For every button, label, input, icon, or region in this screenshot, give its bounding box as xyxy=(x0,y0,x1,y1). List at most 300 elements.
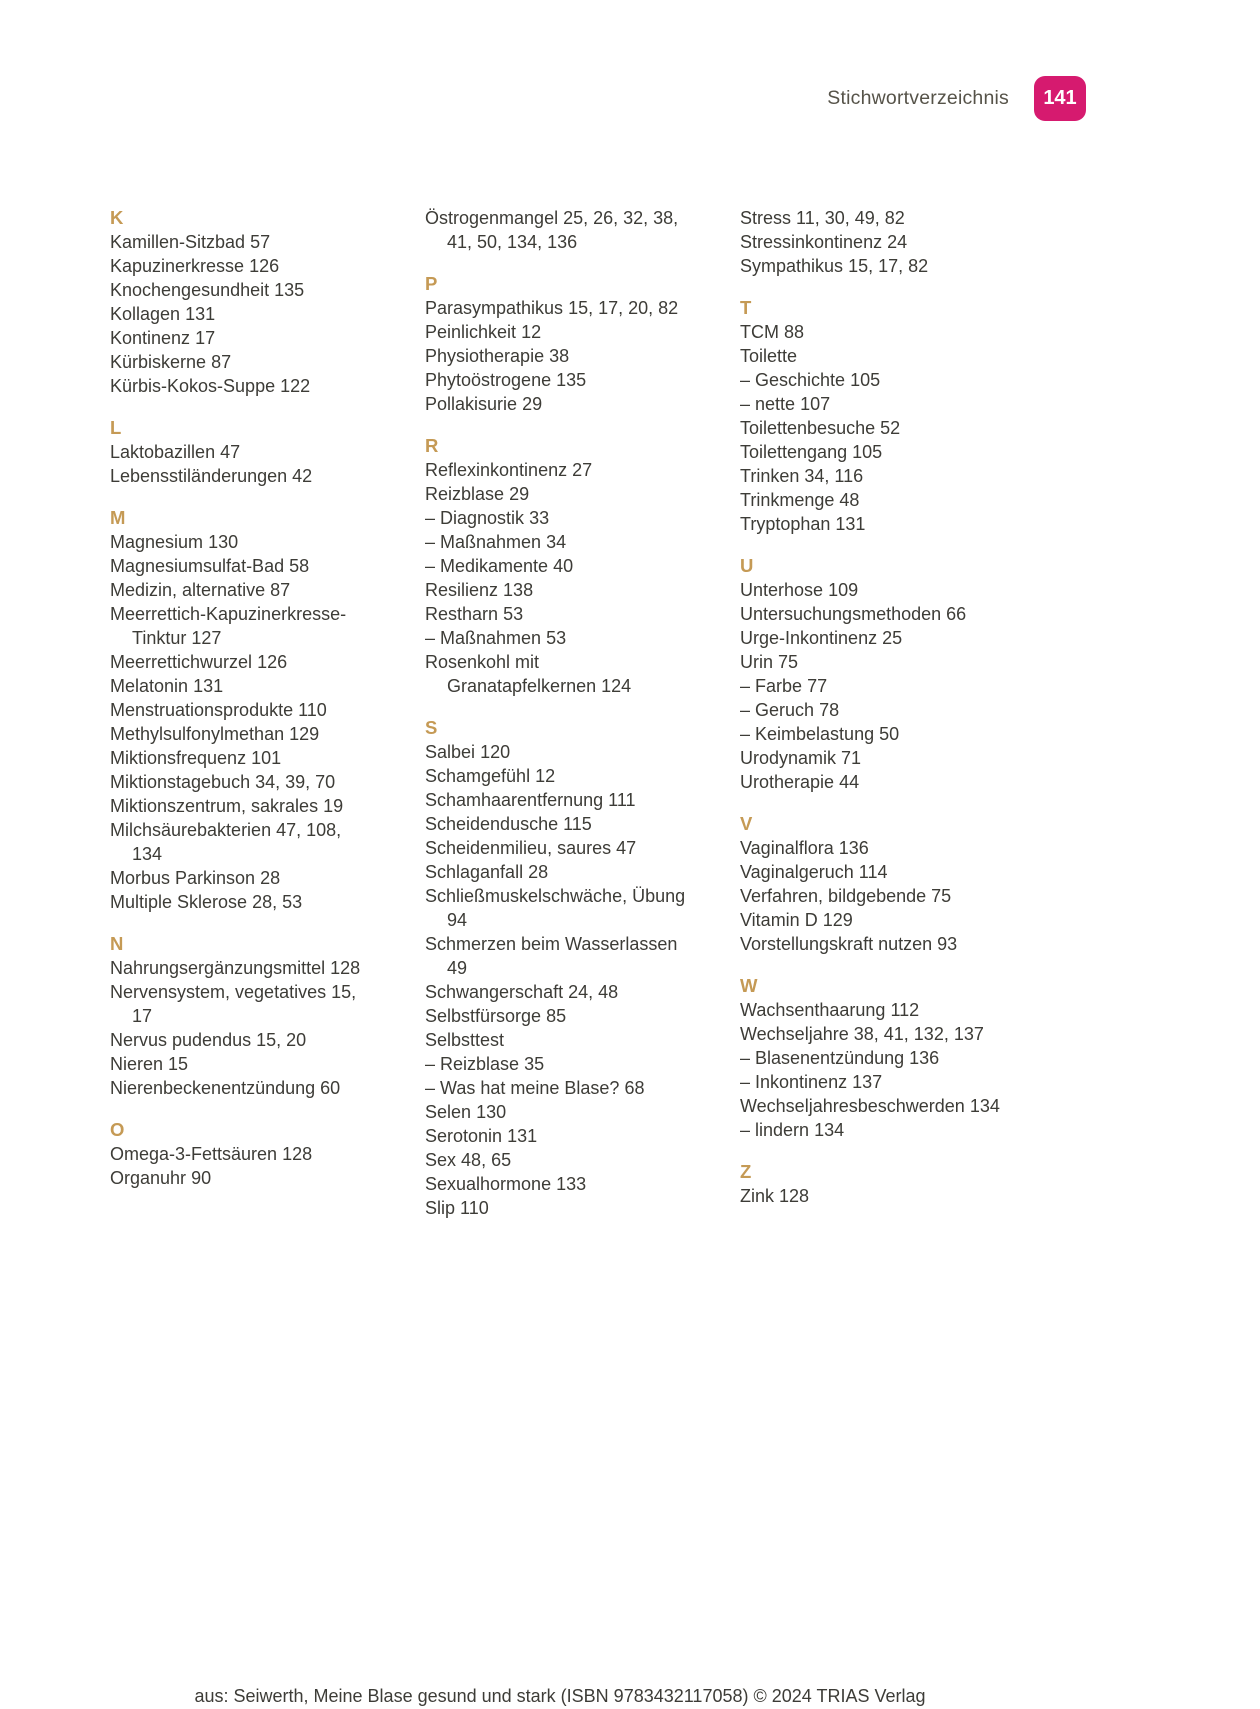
entry-term: Phytoöstrogene xyxy=(425,370,552,390)
index-entry xyxy=(740,416,1005,440)
index-entry xyxy=(110,1166,375,1190)
entry-pages: 44 xyxy=(839,772,860,792)
entry-pages: 126 xyxy=(257,652,288,672)
index-section-p xyxy=(425,272,690,416)
entry-pages: 127 xyxy=(191,628,222,648)
entry-term: Miktionstagebuch xyxy=(110,772,251,792)
entry-pages: 115 xyxy=(563,814,592,834)
index-entry xyxy=(110,530,375,554)
entry-pages: 75 xyxy=(931,886,952,906)
entry-pages: 107 xyxy=(800,394,831,414)
entry-pages: 87 xyxy=(270,580,291,600)
index-entry xyxy=(110,770,375,794)
index-column-2 xyxy=(425,206,690,1220)
index-entry xyxy=(425,206,690,254)
entry-pages: 11, 30, 49, 82 xyxy=(796,208,905,228)
entry-term: Methylsulfonylmethan xyxy=(110,724,285,744)
section-letter: Z xyxy=(740,1161,752,1182)
index-section-u xyxy=(740,554,1005,794)
entry-pages: 120 xyxy=(480,742,511,762)
entry-term: – nette xyxy=(740,394,796,414)
index-entry xyxy=(740,464,1005,488)
entry-pages: 71 xyxy=(841,748,862,768)
entry-term: Magnesium xyxy=(110,532,204,552)
index-entry xyxy=(740,908,1005,932)
entry-pages: 105 xyxy=(850,370,881,390)
entry-pages: 128 xyxy=(330,958,361,978)
entry-term: Lebensstiländerungen xyxy=(110,466,288,486)
section-letter: M xyxy=(110,507,126,528)
entry-pages: 131 xyxy=(185,304,216,324)
entry-term: Resilienz xyxy=(425,580,499,600)
index-entry xyxy=(425,1052,690,1076)
entry-term: Östrogenmangel xyxy=(425,208,559,228)
index-entry xyxy=(425,554,690,578)
entry-term: Vaginalflora xyxy=(740,838,834,858)
entry-term: Meerrettichwurzel xyxy=(110,652,253,672)
entry-term: Medizin, alternative xyxy=(110,580,266,600)
index-entry xyxy=(425,1004,690,1028)
index-entry xyxy=(425,602,690,626)
entry-term: Kürbis-Kokos-Suppe xyxy=(110,376,276,396)
entry-pages: 25 xyxy=(882,628,903,648)
entry-pages: 137 xyxy=(852,1072,883,1092)
index-entry xyxy=(740,746,1005,770)
entry-term: Toilette xyxy=(740,346,798,366)
index-entry xyxy=(425,1076,690,1100)
entry-pages: 78 xyxy=(819,700,840,720)
entry-pages: 111 xyxy=(608,790,636,810)
entry-pages: 47 xyxy=(616,838,637,858)
entry-term: Restharn xyxy=(425,604,499,624)
entry-term: Menstruationsprodukte xyxy=(110,700,294,720)
entry-pages: 94 xyxy=(447,910,468,930)
index-entry xyxy=(740,1022,1005,1046)
index-entry xyxy=(110,602,375,650)
index-entry xyxy=(740,320,1005,344)
entry-term: Vorstellungskraft nutzen xyxy=(740,934,933,954)
index-entry xyxy=(425,932,690,980)
entry-term: – Inkontinenz xyxy=(740,1072,848,1092)
entry-term: Untersuchungsmethoden xyxy=(740,604,942,624)
index-columns xyxy=(110,206,1005,1220)
entry-term: Nervus pudendus xyxy=(110,1030,252,1050)
index-entry xyxy=(425,1028,690,1052)
index-entry xyxy=(110,980,375,1028)
entry-pages: 53 xyxy=(503,604,524,624)
index-entry xyxy=(110,1142,375,1166)
index-entry xyxy=(110,230,375,254)
entry-term: Kollagen xyxy=(110,304,181,324)
entry-pages: 114 xyxy=(858,862,888,882)
entry-term: Scheidendusche xyxy=(425,814,559,834)
entry-pages: 15, 17 xyxy=(132,982,357,1026)
index-entry xyxy=(740,722,1005,746)
entry-term: Stress xyxy=(740,208,792,228)
entry-term: Serotonin xyxy=(425,1126,503,1146)
entry-term: Parasympathikus xyxy=(425,298,564,318)
entry-pages: 15 xyxy=(168,1054,189,1074)
entry-pages: 33 xyxy=(529,508,550,528)
entry-term: Trinken xyxy=(740,466,800,486)
page-title: Stichwortverzeichnis xyxy=(827,87,1009,109)
entry-pages: 24 xyxy=(887,232,908,252)
page-number-badge: 141 xyxy=(1034,76,1086,121)
section-letter: T xyxy=(740,297,752,318)
entry-term: Wechseljahre xyxy=(740,1024,849,1044)
index-entry xyxy=(740,254,1005,278)
index-section-m xyxy=(110,506,375,914)
index-entry xyxy=(110,554,375,578)
entry-pages: 42 xyxy=(292,466,313,486)
index-entry xyxy=(740,392,1005,416)
entry-pages: 50 xyxy=(879,724,900,744)
index-section-r xyxy=(425,434,690,698)
entry-term: Stressinkontinenz xyxy=(740,232,883,252)
index-entry xyxy=(425,1148,690,1172)
index-entry xyxy=(110,302,375,326)
entry-term: Slip xyxy=(425,1198,456,1218)
section-letter: W xyxy=(740,975,758,996)
entry-term: Magnesiumsulfat-Bad xyxy=(110,556,285,576)
entry-pages: 35 xyxy=(524,1054,545,1074)
section-letter: K xyxy=(110,207,124,228)
entry-term: Scheidenmilieu, saures xyxy=(425,838,612,858)
index-entry xyxy=(425,392,690,416)
entry-term: Nieren xyxy=(110,1054,164,1074)
entry-term: Schmerzen beim Wasserlassen xyxy=(425,934,678,954)
entry-term: Pollakisurie xyxy=(425,394,518,414)
entry-pages: 128 xyxy=(282,1144,313,1164)
entry-term: Zink xyxy=(740,1186,775,1206)
entry-term: Selen xyxy=(425,1102,472,1122)
entry-term: Peinlichkeit xyxy=(425,322,517,342)
entry-term: Vitamin D xyxy=(740,910,818,930)
entry-term: – Was hat meine Blase? xyxy=(425,1078,620,1098)
entry-term: Wachsenthaarung xyxy=(740,1000,886,1020)
entry-term: Wechseljahresbeschwerden xyxy=(740,1096,965,1116)
page-header xyxy=(0,76,1086,121)
index-entry xyxy=(740,440,1005,464)
index-entry xyxy=(425,506,690,530)
index-entry xyxy=(110,956,375,980)
entry-pages: 29 xyxy=(509,484,530,504)
entry-term: Kürbiskerne xyxy=(110,352,207,372)
index-entry xyxy=(425,1100,690,1124)
entry-pages: 12 xyxy=(521,322,542,342)
index-entry xyxy=(740,1070,1005,1094)
index-entry xyxy=(740,344,1005,368)
entry-term: Miktionsfrequenz xyxy=(110,748,247,768)
section-letter: P xyxy=(425,273,438,294)
entry-pages: 38, 41, 132, 137 xyxy=(853,1024,984,1044)
entry-term: Urotherapie xyxy=(740,772,835,792)
entry-pages: 15, 17, 82 xyxy=(848,256,929,276)
index-entry xyxy=(740,1094,1005,1118)
index-entry xyxy=(425,836,690,860)
index-column-3 xyxy=(740,206,1005,1208)
index-entry xyxy=(425,740,690,764)
index-section-n xyxy=(110,932,375,1100)
entry-pages: 109 xyxy=(828,580,859,600)
entry-pages: 134 xyxy=(969,1096,1000,1116)
index-entry xyxy=(110,278,375,302)
entry-term: Nierenbeckenentzündung xyxy=(110,1078,316,1098)
section-letter: V xyxy=(740,813,753,834)
index-entry xyxy=(110,1076,375,1100)
index-entry xyxy=(110,746,375,770)
entry-term: Schwangerschaft xyxy=(425,982,564,1002)
entry-term: – Geruch xyxy=(740,700,815,720)
entry-term: Melatonin xyxy=(110,676,189,696)
index-entry xyxy=(110,254,375,278)
entry-term: Sympathikus xyxy=(740,256,844,276)
index-entry xyxy=(740,770,1005,794)
index-entry xyxy=(110,350,375,374)
entry-pages: 131 xyxy=(835,514,866,534)
index-entry xyxy=(425,296,690,320)
index-entry xyxy=(110,722,375,746)
entry-pages: 77 xyxy=(807,676,828,696)
index-section-v xyxy=(740,812,1005,956)
index-entry xyxy=(425,764,690,788)
index-entry xyxy=(740,998,1005,1022)
entry-term: Rosenkohl mit Granatapfelkernen xyxy=(425,652,597,696)
entry-term: – Medikamente xyxy=(425,556,549,576)
entry-term: Kapuzinerkresse xyxy=(110,256,245,276)
entry-pages: 58 xyxy=(289,556,310,576)
entry-term: Schließmuskelschwäche, Übung xyxy=(425,886,686,906)
index-entry xyxy=(110,674,375,698)
index-entry xyxy=(110,326,375,350)
entry-pages: 129 xyxy=(289,724,320,744)
entry-pages: 122 xyxy=(280,376,311,396)
index-entry xyxy=(110,794,375,818)
index-entry xyxy=(110,698,375,722)
index-entry xyxy=(740,578,1005,602)
entry-pages: 15, 17, 20, 82 xyxy=(568,298,679,318)
index-entry xyxy=(110,1028,375,1052)
entry-pages: 90 xyxy=(191,1168,212,1188)
index-entry xyxy=(425,320,690,344)
index-section-continued xyxy=(425,206,690,254)
entry-pages: 75 xyxy=(778,652,799,672)
index-entry xyxy=(425,578,690,602)
entry-term: Morbus Parkinson xyxy=(110,868,256,888)
entry-pages: 87 xyxy=(211,352,232,372)
index-entry xyxy=(740,932,1005,956)
entry-term: Tryptophan xyxy=(740,514,831,534)
entry-pages: 110 xyxy=(460,1198,489,1218)
entry-term: Meerrettich-Kapuzinerkresse-Tinktur xyxy=(110,604,347,648)
entry-pages: 93 xyxy=(937,934,958,954)
entry-pages: 28, 53 xyxy=(252,892,303,912)
entry-term: – Maßnahmen xyxy=(425,532,542,552)
index-entry xyxy=(425,344,690,368)
entry-term: Reizblase xyxy=(425,484,505,504)
index-section-o xyxy=(110,1118,375,1190)
entry-term: Sex xyxy=(425,1150,457,1170)
index-entry xyxy=(740,368,1005,392)
index-entry xyxy=(425,884,690,932)
index-entry xyxy=(110,890,375,914)
entry-pages: 47 xyxy=(220,442,241,462)
entry-pages: 136 xyxy=(838,838,869,858)
index-entry xyxy=(110,464,375,488)
entry-pages: 34, 39, 70 xyxy=(255,772,336,792)
entry-pages: 135 xyxy=(556,370,587,390)
index-entry xyxy=(110,650,375,674)
entry-pages: 124 xyxy=(601,676,632,696)
section-letter: L xyxy=(110,417,122,438)
entry-pages: 12 xyxy=(535,766,556,786)
entry-pages: 38 xyxy=(549,346,570,366)
entry-term: Schlaganfall xyxy=(425,862,524,882)
entry-pages: 52 xyxy=(880,418,901,438)
entry-term: Organuhr xyxy=(110,1168,187,1188)
index-entry xyxy=(110,578,375,602)
entry-pages: 134 xyxy=(814,1120,845,1140)
entry-term: TCM xyxy=(740,322,779,342)
index-entry xyxy=(740,230,1005,254)
index-entry xyxy=(425,860,690,884)
entry-pages: 24, 48 xyxy=(568,982,619,1002)
entry-term: – Reizblase xyxy=(425,1054,520,1074)
entry-term: – Keimbelastung xyxy=(740,724,875,744)
entry-pages: 49 xyxy=(447,958,468,978)
entry-term: Toilettenbesuche xyxy=(740,418,876,438)
entry-pages: 136 xyxy=(909,1048,940,1068)
entry-term: – Geschichte xyxy=(740,370,846,390)
index-column-1 xyxy=(110,206,375,1190)
entry-term: Omega-3-Fettsäuren xyxy=(110,1144,278,1164)
entry-term: Toilettengang xyxy=(740,442,848,462)
entry-term: – lindern xyxy=(740,1120,810,1140)
entry-term: Multiple Sklerose xyxy=(110,892,248,912)
entry-term: Kontinenz xyxy=(110,328,191,348)
index-entry xyxy=(425,530,690,554)
entry-pages: 57 xyxy=(250,232,271,252)
entry-term: Miktionszentrum, sakrales xyxy=(110,796,319,816)
entry-pages: 53 xyxy=(546,628,567,648)
entry-pages: 112 xyxy=(890,1000,920,1020)
entry-pages: 131 xyxy=(193,676,224,696)
index-entry xyxy=(110,818,375,866)
index-entry xyxy=(740,884,1005,908)
entry-pages: 47, 108, 134 xyxy=(132,820,342,864)
index-section-t xyxy=(740,296,1005,536)
index-entry xyxy=(740,860,1005,884)
entry-pages: 88 xyxy=(784,322,805,342)
entry-pages: 17 xyxy=(195,328,216,348)
entry-pages: 15, 20 xyxy=(256,1030,307,1050)
entry-pages: 85 xyxy=(546,1006,567,1026)
entry-pages: 126 xyxy=(249,256,280,276)
entry-pages: 105 xyxy=(852,442,883,462)
entry-term: Trinkmenge xyxy=(740,490,835,510)
index-entry xyxy=(425,650,690,698)
index-section-k xyxy=(110,206,375,398)
entry-pages: 28 xyxy=(528,862,549,882)
entry-pages: 34 xyxy=(546,532,567,552)
index-entry xyxy=(425,1124,690,1148)
section-letter: U xyxy=(740,555,754,576)
section-letter: S xyxy=(425,717,438,738)
entry-pages: 27 xyxy=(572,460,593,480)
entry-term: – Blasenentzündung xyxy=(740,1048,905,1068)
entry-pages: 29 xyxy=(522,394,543,414)
entry-pages: 34, 116 xyxy=(804,466,864,486)
index-section-l xyxy=(110,416,375,488)
entry-term: Knochengesundheit xyxy=(110,280,270,300)
index-entry xyxy=(740,626,1005,650)
entry-pages: 135 xyxy=(274,280,305,300)
entry-pages: 101 xyxy=(251,748,282,768)
entry-pages: 66 xyxy=(946,604,967,624)
index-entry xyxy=(425,788,690,812)
entry-term: Verfahren, bildgebende xyxy=(740,886,927,906)
entry-term: – Diagnostik xyxy=(425,508,525,528)
index-entry xyxy=(740,1118,1005,1142)
entry-term: Kamillen-Sitzbad xyxy=(110,232,246,252)
entry-term: Schamhaarentfernung xyxy=(425,790,604,810)
index-entry xyxy=(110,374,375,398)
index-entry xyxy=(110,866,375,890)
entry-pages: 128 xyxy=(779,1186,810,1206)
index-entry xyxy=(740,512,1005,536)
entry-term: Reflexinkontinenz xyxy=(425,460,568,480)
index-entry xyxy=(425,482,690,506)
index-entry xyxy=(740,698,1005,722)
index-entry xyxy=(740,836,1005,860)
entry-pages: 68 xyxy=(624,1078,645,1098)
entry-term: Selbsttest xyxy=(425,1030,505,1050)
entry-term: Salbei xyxy=(425,742,476,762)
entry-pages: 131 xyxy=(507,1126,538,1146)
entry-term: Nervensystem, vegetatives xyxy=(110,982,327,1002)
entry-term: Urodynamik xyxy=(740,748,837,768)
index-section-z xyxy=(740,1160,1005,1208)
page-footer xyxy=(0,1685,1120,1707)
entry-pages: 133 xyxy=(556,1174,587,1194)
index-entry xyxy=(740,488,1005,512)
index-entry xyxy=(425,458,690,482)
index-entry xyxy=(740,1184,1005,1208)
entry-pages: 19 xyxy=(323,796,344,816)
entry-pages: 110 xyxy=(298,700,327,720)
entry-term: – Farbe xyxy=(740,676,803,696)
entry-term: Physiotherapie xyxy=(425,346,545,366)
entry-term: Urin xyxy=(740,652,774,672)
entry-pages: 48, 65 xyxy=(461,1150,512,1170)
section-letter: N xyxy=(110,933,124,954)
index-entry xyxy=(740,650,1005,674)
entry-term: Selbstfürsorge xyxy=(425,1006,542,1026)
index-section-s xyxy=(425,716,690,1220)
entry-term: Unterhose xyxy=(740,580,824,600)
index-entry xyxy=(425,1172,690,1196)
entry-pages: 129 xyxy=(822,910,853,930)
entry-pages: 138 xyxy=(503,580,534,600)
index-entry xyxy=(425,368,690,392)
section-letter: O xyxy=(110,1119,125,1140)
index-entry xyxy=(425,626,690,650)
entry-pages: 28 xyxy=(260,868,281,888)
entry-term: Vaginalgeruch xyxy=(740,862,854,882)
index-section-w xyxy=(740,974,1005,1142)
entry-term: – Maßnahmen xyxy=(425,628,542,648)
index-entry xyxy=(425,980,690,1004)
